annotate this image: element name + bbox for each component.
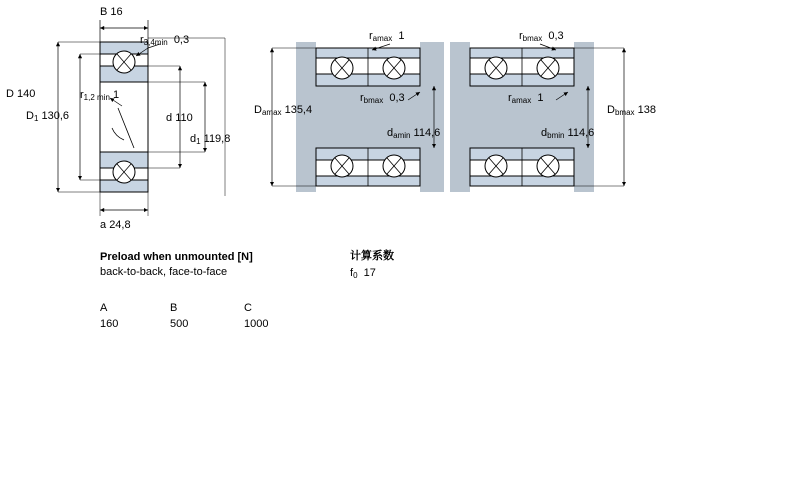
label-dbmin: $d_{bmin}$ 114,6 xyxy=(541,127,595,140)
preload-col-C: C xyxy=(244,302,252,314)
preload-val-C: 1000 xyxy=(244,318,269,330)
label-Dbmax: $D_{bmax}$ 138 xyxy=(607,104,656,117)
factor-title: 计算系数 xyxy=(350,250,394,262)
left-dim-a xyxy=(100,192,148,216)
preload-col-B: B xyxy=(170,302,178,314)
preload-col-A: A xyxy=(100,302,108,314)
label-ramax-top: $r_{amax}$ 1 xyxy=(369,30,405,43)
preload-val-B: 500 xyxy=(170,318,189,330)
label-Damax: $D_{amax}$ 135,4 xyxy=(254,104,313,117)
label-a: a 24,8 xyxy=(100,219,131,231)
label-r12min: $r_{1,2 min}$ 1 xyxy=(80,89,120,102)
label-r34min: $r_{3,4min}$ 0,3 xyxy=(140,34,190,47)
preload-title: Preload when unmounted [N] xyxy=(100,251,253,263)
preload-block xyxy=(100,250,253,280)
label-D: D 140 xyxy=(6,88,36,100)
label-d: d 110 xyxy=(166,112,193,124)
preload-subtitle: back-to-back, face-to-face xyxy=(100,266,228,278)
label-rbmax-top: $r_{bmax}$ 0,3 xyxy=(519,30,564,43)
factor-value: $f_0$ 17 xyxy=(350,267,376,280)
label-D1: $D_1$ 130,6 xyxy=(26,110,69,123)
left-bearing-body xyxy=(100,42,148,192)
label-damin: $d_{amin}$ 114,6 xyxy=(387,127,441,140)
label-rbmax-mid: $r_{bmax}$ 0,3 xyxy=(360,92,405,105)
label-ramax-mid: $r_{amax}$ 1 xyxy=(508,92,544,105)
preload-val-A: 160 xyxy=(100,318,119,330)
label-d1: $d_1$ 119,8 xyxy=(190,133,231,146)
label-B: B 16 xyxy=(100,6,123,18)
left-dim-D1 xyxy=(80,54,100,180)
